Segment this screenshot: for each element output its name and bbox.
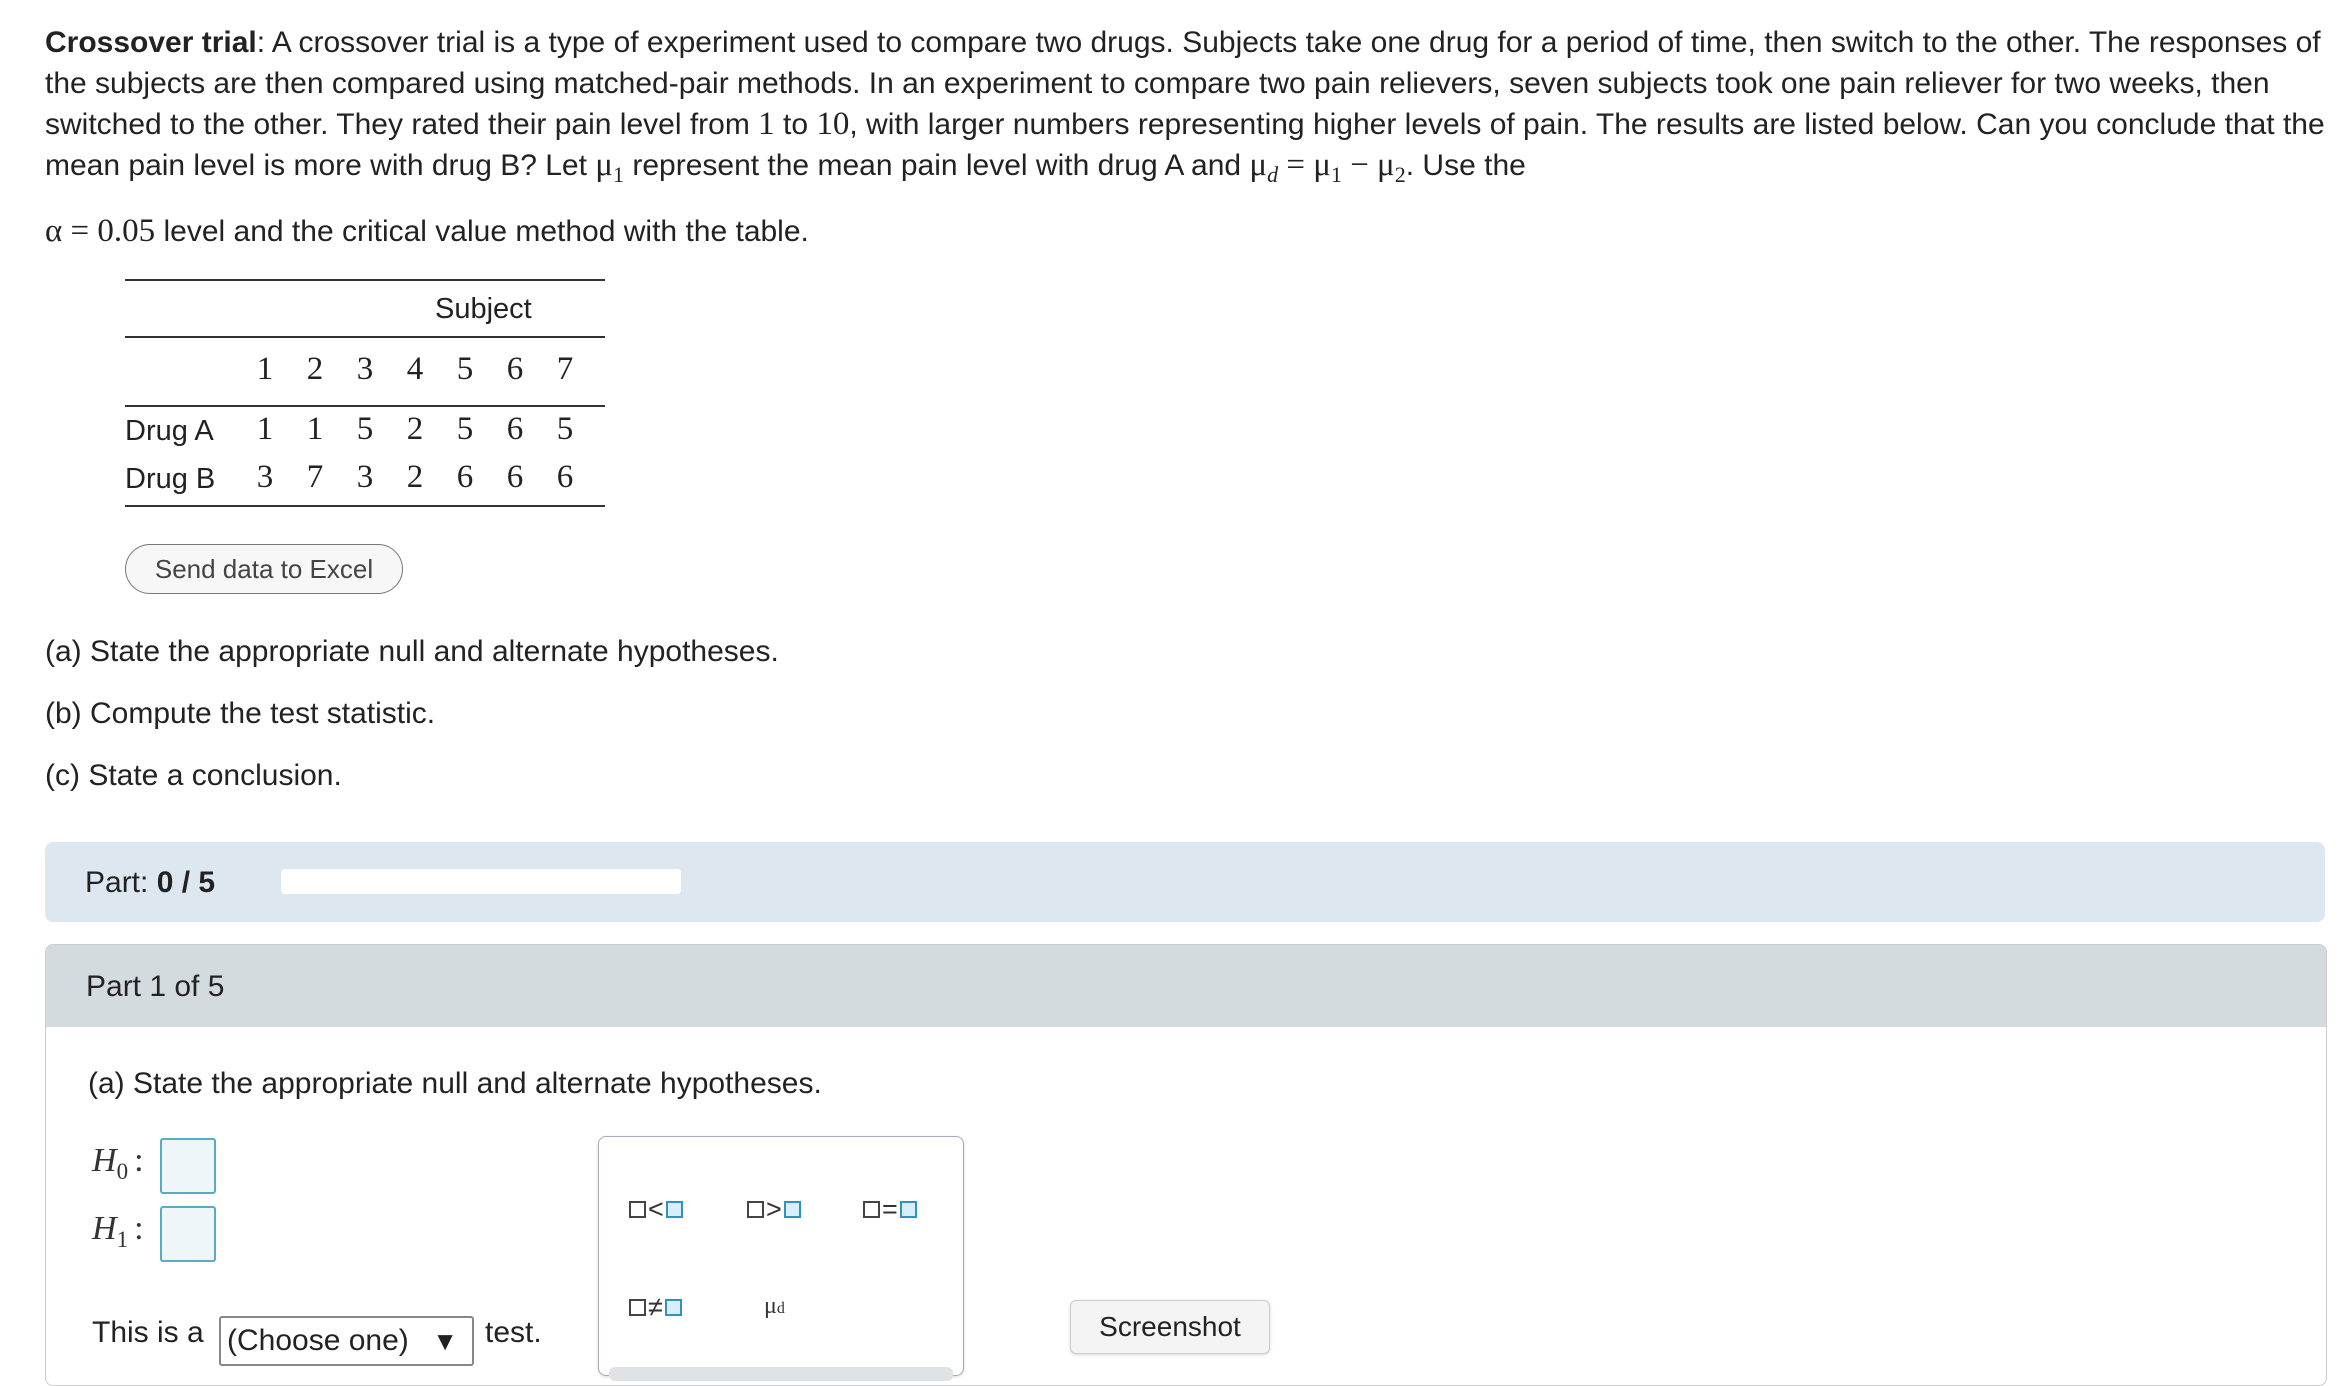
drug-b-value: 2 — [406, 459, 424, 495]
part-header — [46, 945, 2326, 1027]
placeholder-box-icon — [863, 1201, 880, 1218]
drug-b-value: 7 — [306, 459, 324, 495]
placeholder-box-icon — [900, 1201, 917, 1218]
placeholder-box-icon — [747, 1201, 764, 1218]
problem-text-2: , with larger numbers representing higher levels of pain. The results are listed below. Can you conclude that the mean pain level is more with drug B? Let — [45, 108, 2325, 182]
drug-b-value: 6 — [456, 459, 474, 495]
problem-text-4: . Use the — [1405, 149, 1526, 182]
progress-track — [281, 869, 681, 894]
subject-number: 3 — [356, 351, 374, 387]
alpha-value: α = 0.05 — [45, 213, 156, 249]
placeholder-box-icon — [629, 1201, 646, 1218]
palette-bottom-bar — [609, 1367, 953, 1381]
test-type-selected-value: (Choose one) — [227, 1324, 409, 1357]
part-header-label: Part 1 of 5 — [86, 970, 225, 1003]
h0-label: $H_0$ : — [92, 1142, 144, 1184]
subject-number: 4 — [406, 351, 424, 387]
less-than-button[interactable]: < — [629, 1189, 683, 1229]
row-label-drug-b: Drug B — [125, 463, 216, 495]
drug-a-value: 1 — [306, 411, 324, 447]
send-to-excel-button[interactable]: Send data to Excel — [125, 544, 403, 594]
drug-a-value: 5 — [456, 411, 474, 447]
greater-than-button[interactable]: > — [747, 1189, 801, 1229]
to-word: to — [783, 108, 809, 141]
subject-number: 5 — [456, 351, 474, 387]
h0-answer-input[interactable] — [160, 1138, 216, 1194]
problem-statement: Crossover trial: A crossover trial is a type of experiment used to compare two drugs. Subjects take one drug for a period of time, then switch to the other. The responses of the subjects are then compared using matched-pair methods. In an experiment to compare two pain relievers, seven subjects took one pain reliever for two weeks, then switched to the other. They rated their pain level from 1 to 10, with larger numbers representing higher levels of pain. The results are listed below. Can you conclude that the mean pain level is more with drug B? Let $\mu_1$ represent the mean pain level with drug A and $\mu_d = \mu_1 - \mu_2$. Use the α = 0.05 level and the critical value method with the table. — [45, 26, 2325, 249]
dropdown-arrow-icon: ▼ — [432, 1326, 458, 1356]
drug-b-value: 3 — [356, 459, 374, 495]
problem-text-5: level and the critical value method with the table. — [163, 215, 809, 248]
part-score: Part: 0 / 5 — [85, 866, 216, 899]
mud-equation: $\mu_d = \mu_1 - \mu_2$ — [1249, 147, 1406, 187]
drug-a-value: 5 — [356, 411, 374, 447]
drug-a-value: 2 — [406, 411, 424, 447]
subject-number: 2 — [306, 351, 324, 387]
num-low: 1 — [758, 106, 775, 142]
equals-button[interactable]: = — [863, 1189, 917, 1229]
problem-text-3: represent the mean pain level with drug A and — [632, 149, 1242, 182]
row-label-drug-a: Drug A — [125, 415, 214, 447]
not-equal-button[interactable]: ≠ — [629, 1287, 682, 1327]
question-c: (c) State a conclusion. — [45, 759, 342, 792]
h1-answer-input[interactable] — [160, 1206, 216, 1262]
problem-text-1: A crossover trial is a type of experiment used to compare two drugs. Subjects take one drug for a period of time, then switch to the other. The responses of the subjects are then compared using matched-pair methods. In an experiment to compare two pain relievers, seven subjects took one pain reliever for two weeks, then switched to the other. They rated their pain level from — [45, 26, 2321, 141]
placeholder-box-icon — [666, 1201, 683, 1218]
test-type-select[interactable] — [219, 1316, 474, 1366]
drug-a-value: 5 — [556, 411, 574, 447]
mu-d-button[interactable]: μd — [764, 1292, 785, 1319]
drug-b-value: 6 — [506, 459, 524, 495]
h1-label: $H_1$ : — [92, 1210, 144, 1252]
num-high: 10 — [816, 106, 850, 142]
drug-a-value: 6 — [506, 411, 524, 447]
screenshot-button[interactable]: Screenshot — [1070, 1300, 1270, 1354]
table-header-subject: Subject — [435, 293, 532, 325]
test-type-suffix: test. — [485, 1316, 542, 1349]
test-type-prefix: This is a — [92, 1316, 204, 1349]
part-question: (a) State the appropriate null and alternate hypotheses. — [88, 1067, 822, 1100]
subject-number: 6 — [506, 351, 524, 387]
placeholder-box-icon — [784, 1201, 801, 1218]
drug-a-value: 1 — [256, 411, 274, 447]
mu1: $\mu_1$ — [595, 147, 624, 187]
part-progress-bar — [45, 842, 2325, 922]
placeholder-box-icon — [629, 1299, 646, 1316]
problem-title: Crossover trial — [45, 26, 257, 59]
placeholder-box-icon — [665, 1299, 682, 1316]
subject-number: 1 — [256, 351, 274, 387]
subject-number: 7 — [556, 351, 574, 387]
question-a: (a) State the appropriate null and alternate hypotheses. — [45, 635, 779, 668]
drug-b-value: 6 — [556, 459, 574, 495]
drug-b-value: 3 — [256, 459, 274, 495]
question-b: (b) Compute the test statistic. — [45, 697, 436, 730]
math-palette — [598, 1136, 964, 1376]
